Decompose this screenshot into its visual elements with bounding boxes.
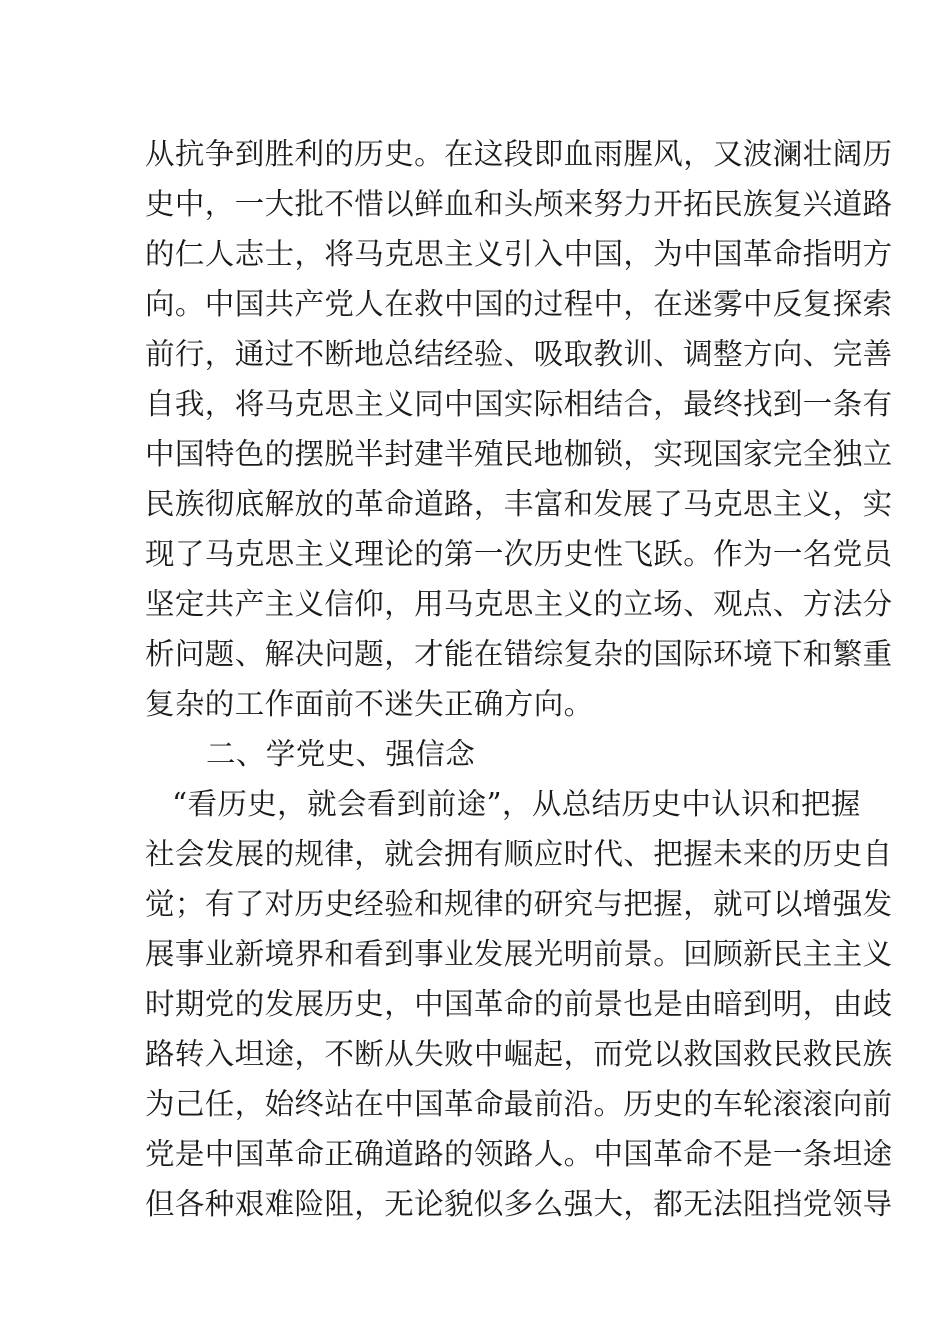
text-line: 中国特色的摆脱半封建半殖民地枷锁，实现国家完全独立 — [145, 437, 893, 471]
text-line: 但各种艰难险阻，无论貌似多么强大，都无法阻挡党领导 — [145, 1187, 893, 1221]
text-line: 觉；有了对历史经验和规律的研究与把握，就可以增强发 — [145, 887, 893, 921]
text-line: 党是中国革命正确道路的领路人。中国革命不是一条坦途 — [145, 1137, 893, 1171]
text-line: 路转入坦途，不断从失败中崛起，而党以救国救民救民族 — [145, 1037, 893, 1071]
text-line: 时期党的发展历史，中国革命的前景也是由暗到明，由歧 — [145, 987, 893, 1021]
text-line: 的仁人志士，将马克思主义引入中国，为中国革命指明方 — [145, 237, 893, 271]
text-line: 社会发展的规律，就会拥有顺应时代、把握未来的历史自 — [145, 837, 893, 871]
text-line: 从抗争到胜利的历史。在这段即血雨腥风，又波澜壮阔历 — [145, 137, 893, 171]
text-line: “看历史，就会看到前途”，从总结历史中认识和把握 — [172, 787, 861, 821]
text-line: 民族彻底解放的革命道路，丰富和发展了马克思主义，实 — [145, 487, 893, 521]
text-line: 现了马克思主义理论的第一次历史性飞跃。作为一名党员 — [145, 537, 893, 571]
text-line: 向。中国共产党人在救中国的过程中，在迷雾中反复探索 — [145, 287, 893, 321]
text-line: 史中，一大批不惜以鲜血和头颅来努力开拓民族复兴道路 — [145, 187, 893, 221]
text-line: 展事业新境界和看到事业发展光明前景。回顾新民主主义 — [145, 937, 893, 971]
text-line: 为己任，始终站在中国革命最前沿。历史的车轮滚滚向前 — [145, 1087, 893, 1121]
section-heading: 二、学党史、强信念 — [206, 737, 476, 771]
text-line: 自我，将马克思主义同中国实际相结合，最终找到一条有 — [145, 387, 893, 421]
text-line: 前行，通过不断地总结经验、吸取教训、调整方向、完善 — [145, 337, 893, 371]
text-line: 坚定共产主义信仰，用马克思主义的立场、观点、方法分 — [145, 587, 893, 621]
text-line: 析问题、解决问题，才能在错综复杂的国际环境下和繁重 — [145, 637, 893, 671]
text-line: 复杂的工作面前不迷失正确方向。 — [145, 687, 594, 721]
